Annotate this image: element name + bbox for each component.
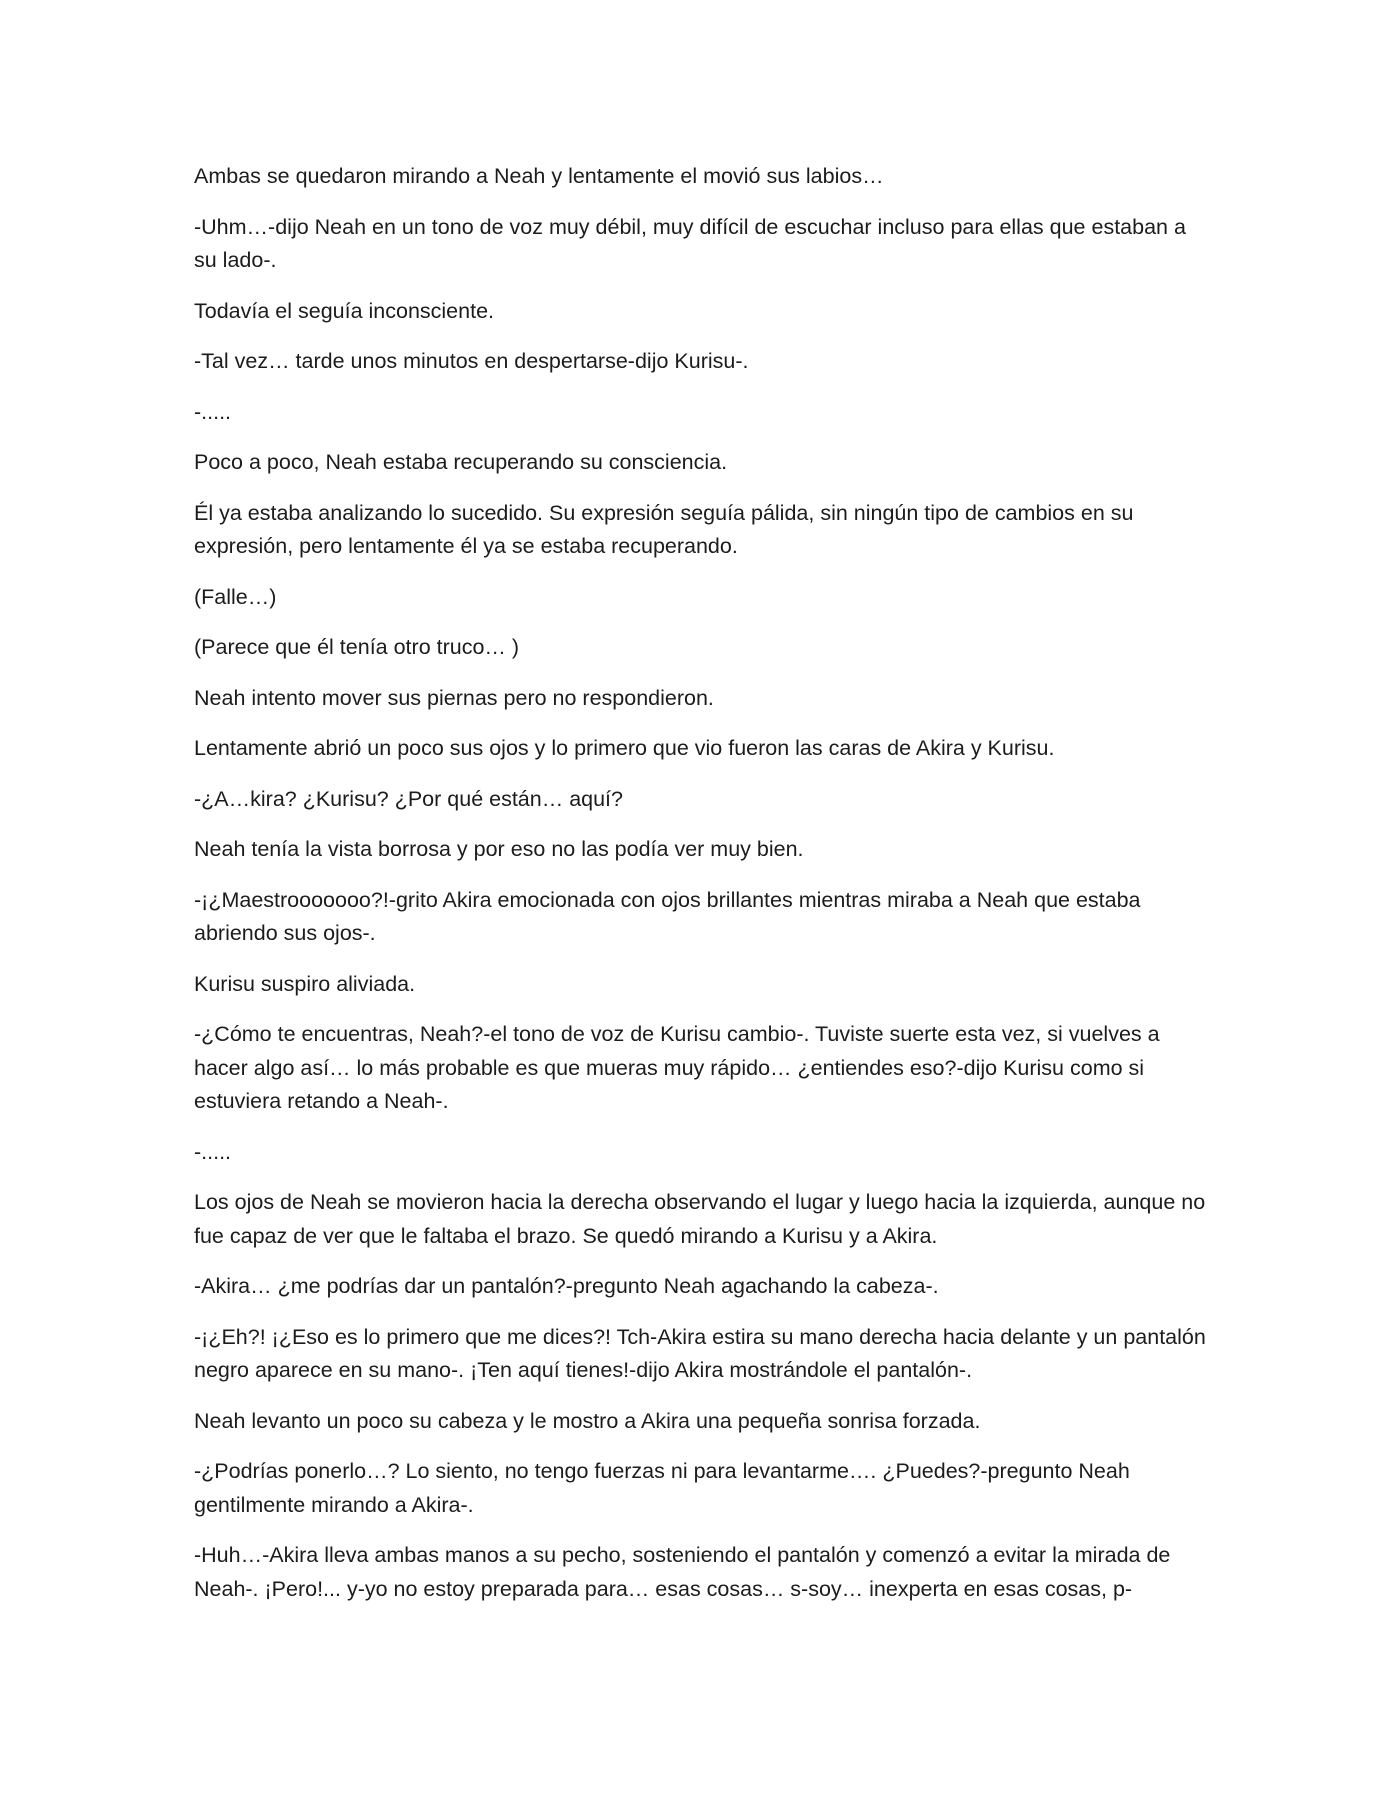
paragraph: -Huh…-Akira lleva ambas manos a su pecho, sosteniendo el pantalón y comenzó a evitar la mirada de Neah-. ¡Pero!... y-yo no estoy preparada para… esas cosas… s-soy… inexperta en esas cosas, p-: [194, 1543, 1171, 1601]
paragraph: -Akira… ¿me podrías dar un pantalón?-pregunto Neah agachando la cabeza-.: [194, 1274, 939, 1298]
paragraph: -¿Podrías ponerlo…? Lo siento, no tengo fuerzas ni para levantarme…. ¿Puedes?-pregunto Neah gentilmente mirando a Akira-.: [194, 1459, 1130, 1517]
paragraph: Lentamente abrió un poco sus ojos y lo primero que vio fueron las caras de Akira y Kurisu.: [194, 736, 1055, 760]
paragraph: Él ya estaba analizando lo sucedido. Su expresión seguía pálida, sin ningún tipo de cambios en su expresión, pero lentamente él ya se estaba recuperando.: [194, 500, 1134, 558]
document-body: [194, 160, 1210, 1623]
paragraph: Poco a poco, Neah estaba recuperando su consciencia.: [194, 450, 728, 474]
paragraph: -¡¿Maestrooooooo?!-grito Akira emocionada con ojos brillantes mientras miraba a Neah que estaba abriendo sus ojos-.: [194, 887, 1141, 945]
paragraph: (Falle…): [194, 584, 277, 609]
paragraph: Neah tenía la vista borrosa y por eso no las podía ver muy bien.: [194, 837, 804, 861]
paragraph: -¿Cómo te encuentras, Neah?-el tono de voz de Kurisu cambio-. Tuviste suerte esta vez, si vuelves a hacer algo así… lo más probable es que mueras muy rápido… ¿entiendes eso?-dijo Kurisu como si estuviera retando a Neah-.: [194, 1022, 1160, 1113]
paragraph: -.....: [194, 1139, 232, 1164]
paragraph: Los ojos de Neah se movieron hacia la derecha observando el lugar y luego hacia la izquierda, aunque no fue capaz de ver que le faltaba el brazo. Se quedó mirando a Kurisu y a Akira.: [194, 1190, 1206, 1248]
paragraph: -Uhm…-dijo Neah en un tono de voz muy débil, muy difícil de escuchar incluso para ellas que estaban a su lado-.: [194, 214, 1186, 272]
paragraph: -.....: [194, 399, 232, 424]
paragraph: -¡¿Eh?! ¡¿Eso es lo primero que me dices?! Tch-Akira estira su mano derecha hacia delante y un pantalón negro aparece en su mano-. ¡Ten aquí tienes!-dijo Akira mostrándole el pantalón-.: [194, 1324, 1206, 1382]
paragraph: Todavía el seguía inconsciente.: [194, 298, 495, 323]
paragraph: Ambas se quedaron mirando a Neah y lentamente el movió sus labios…: [194, 164, 884, 188]
paragraph: (Parece que él tenía otro truco… ): [194, 635, 520, 659]
paragraph: Kurisu suspiro aliviada.: [194, 971, 416, 996]
paragraph: Neah levanto un poco su cabeza y le mostro a Akira una pequeña sonrisa forzada.: [194, 1408, 981, 1433]
paragraph: Neah intento mover sus piernas pero no respondieron.: [194, 685, 714, 710]
paragraph: -¿A…kira? ¿Kurisu? ¿Por qué están… aquí?: [194, 786, 623, 811]
paragraph: -Tal vez… tarde unos minutos en despertarse-dijo Kurisu-.: [194, 349, 749, 373]
